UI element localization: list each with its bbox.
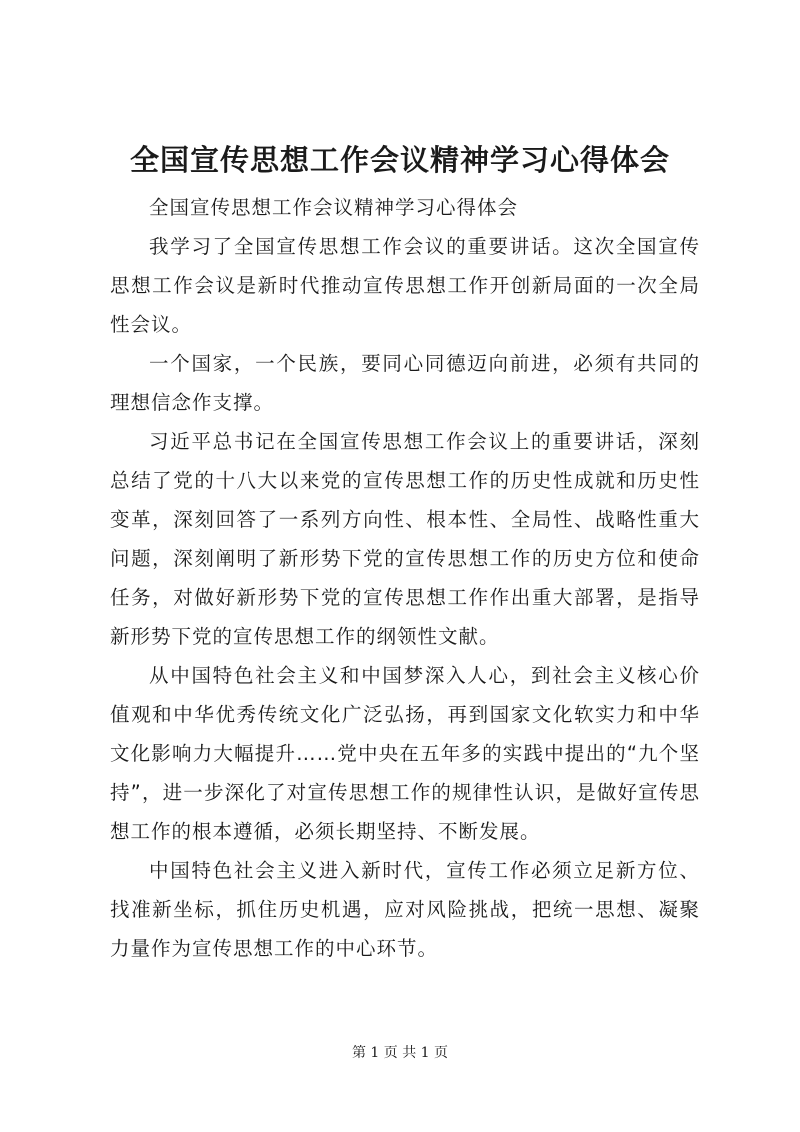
paragraph-subtitle: 全国宣传思想工作会议精神学习心得体会 [149,196,519,219]
document-title: 全国宣传思想工作会议精神学习心得体会 [129,143,670,177]
paragraph: 习近平总书记在全国宣传思想工作会议上的重要讲话，深刻总结了党的十八大以来党的宣传思想工作的历史性成就和历史性变革，深刻回答了一系列方向性、根本性、全局性、战略性重大问题，深刻阐明了新形势下党的宣传思想工作的历史方位和使命任务，对做好新形势下党的宣传思想工作作出重大部署，是指导新形势下党的宣传思想工作的纲领性文献。 [110,430,700,648]
paragraph: 我学习了全国宣传思想工作会议的重要讲话。这次全国宣传思想工作会议是新时代推动宣传思想工作开创新局面的一次全局性会议。 [110,235,700,336]
paragraph: 从中国特色社会主义和中国梦深入人心，到社会主义核心价值观和中华优秀传统文化广泛弘扬，再到国家文化软实力和中华文化影响力大幅提升……党中央在五年多的实践中提出的“九个坚持”，进一步深化了对宣传思想工作的规律性认识，是做好宣传思想工作的根本遵循，必须长期坚持、不断发展。 [110,664,700,843]
paragraph: 中国特色社会主义进入新时代，宣传工作必须立足新方位、找准新坐标，抓住历史机遇，应对风险挑战，把统一思想、凝聚力量作为宣传思想工作的中心环节。 [110,859,700,960]
page-footer: 第 1 页 共 1 页 [351,1045,449,1061]
document-body [110,188,700,968]
paragraph: 一个国家，一个民族，要同心同德迈向前进，必须有共同的理想信念作支撑。 [110,352,700,414]
